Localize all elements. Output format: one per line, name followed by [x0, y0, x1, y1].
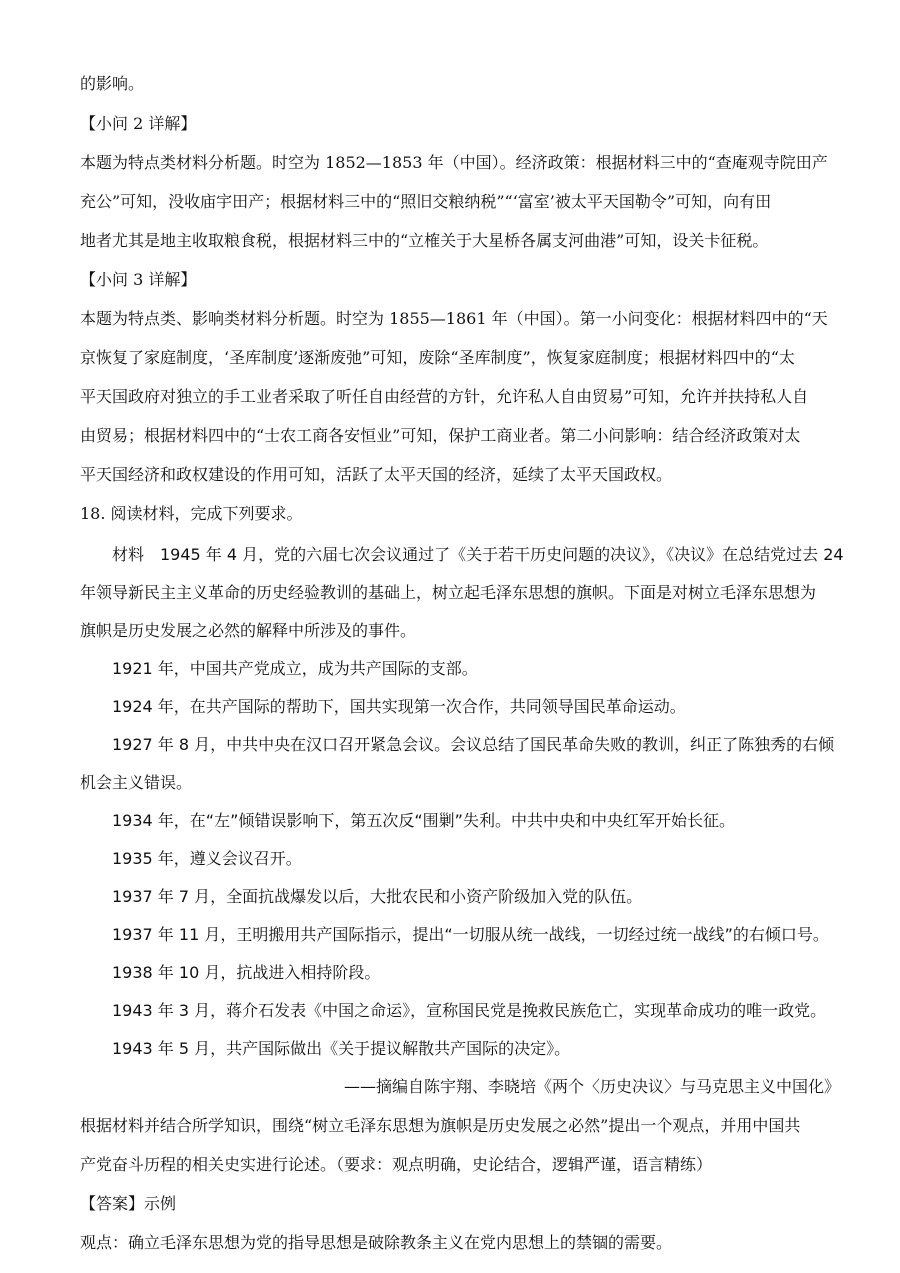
text-line: 京恢复了家庭制度，‘圣库制度’逐渐废弛”可知，废除“圣库制度”，恢复家庭制度；根据材料四中的“太	[80, 348, 795, 367]
material-event: 机会主义错误。	[80, 773, 193, 792]
material-event: 1935 年，遵义会议召开。	[112, 849, 302, 868]
source-citation: ——摘编自陈宇翔、李晓培《两个〈历史决议〉与马克思主义中国化》	[343, 1077, 840, 1096]
text-line: 本题为特点类材料分析题。时空为 1852—1853 年（中国）。经济政策：根据材料三中的“查庵观寺院田产	[80, 153, 828, 172]
text-line: 地者尤其是地主收取粮食税，根据材料三中的“立榷关于大星桥各属支河曲港”可知，设关卡征税。	[80, 231, 769, 250]
text-line: 产党奋斗历程的相关史实进行论述。（要求：观点明确，史论结合，逻辑严谨，语言精练）	[80, 1155, 713, 1174]
text-line: 平天国经济和政权建设的作用可知，活跃了太平天国的经济，延续了太平天国政权。	[80, 465, 673, 484]
section-heading: 【小问 3 详解】	[80, 270, 197, 289]
text-line: 平天国政府对独立的手工业者采取了听任自由经营的方针，允许私人自由贸易”可知，允许并扶持私人自	[80, 387, 809, 406]
material-text: 材料 1945 年 4 月，党的六届七次会议通过了《关于若干历史问题的决议》，《决议》在总结党过去 24	[112, 545, 844, 564]
material-event: 1921 年，中国共产党成立，成为共产国际的支部。	[112, 659, 478, 678]
material-event: 1927 年 8 月，中共中央在汉口召开紧急会议。会议总结了国民革命失败的教训，纠正了陈独秀的右倾	[112, 735, 835, 754]
section-heading: 【小问 2 详解】	[80, 114, 197, 133]
material-event: 1934 年，在“左”倾错误影响下，第五次反“围剿”失利。中共中央和中央红军开始长征。	[112, 811, 735, 830]
text-line: 根据材料并结合所学知识，围绕“树立毛泽东思想为旗帜是历史发展之必然”提出一个观点，并用中国共	[80, 1116, 801, 1135]
material-event: 1924 年，在共产国际的帮助下，国共实现第一次合作，共同领导国民革命运动。	[112, 697, 686, 716]
question-title: 18. 阅读材料，完成下列要求。	[80, 504, 303, 523]
material-event: 1938 年 10 月，抗战进入相持阶段。	[112, 963, 381, 982]
material-event: 1937 年 7 月，全面抗战爆发以后，大批农民和小资产阶级加入党的队伍。	[112, 887, 643, 906]
material-event: 1943 年 3 月，蒋介石发表《中国之命运》，宣称国民党是挽救民族危亡，实现革命成功的唯一政党。	[112, 1001, 827, 1020]
text-line: 本题为特点类、影响类材料分析题。时空为 1855—1861 年（中国）。第一小问变化：根据材料四中的“天	[80, 309, 828, 328]
text-line: 充公”可知，没收庙宇田产；根据材料三中的“照旧交粮纳税”“‘富室’被太平天国勒令”可知，向有田	[80, 192, 772, 211]
material-event: 1937 年 11 月，王明搬用共产国际指示，提出“一切服从统一战线，一切经过统一战线”的右倾口号。	[112, 925, 829, 944]
material-text: 旗帜是历史发展之必然的解释中所涉及的事件。	[80, 621, 417, 640]
answer-heading: 【答案】示例	[80, 1194, 177, 1213]
material-event: 1943 年 5 月，共产国际做出《关于提议解散共产国际的决定》。	[112, 1039, 571, 1058]
text-line: 由贸易；根据材料四中的“士农工商各安恒业”可知，保护工商业者。第二小问影响：结合经济政策对太	[80, 426, 801, 445]
material-text: 年领导新民主主义革命的历史经验教训的基础上，树立起毛泽东思想的旗帜。下面是对树立毛泽东思想为	[80, 583, 817, 602]
text-line: 观点：确立毛泽东思想为党的指导思想是破除教条主义在党内思想上的禁锢的需要。	[80, 1233, 673, 1252]
text-line: 的影响。	[80, 74, 145, 93]
